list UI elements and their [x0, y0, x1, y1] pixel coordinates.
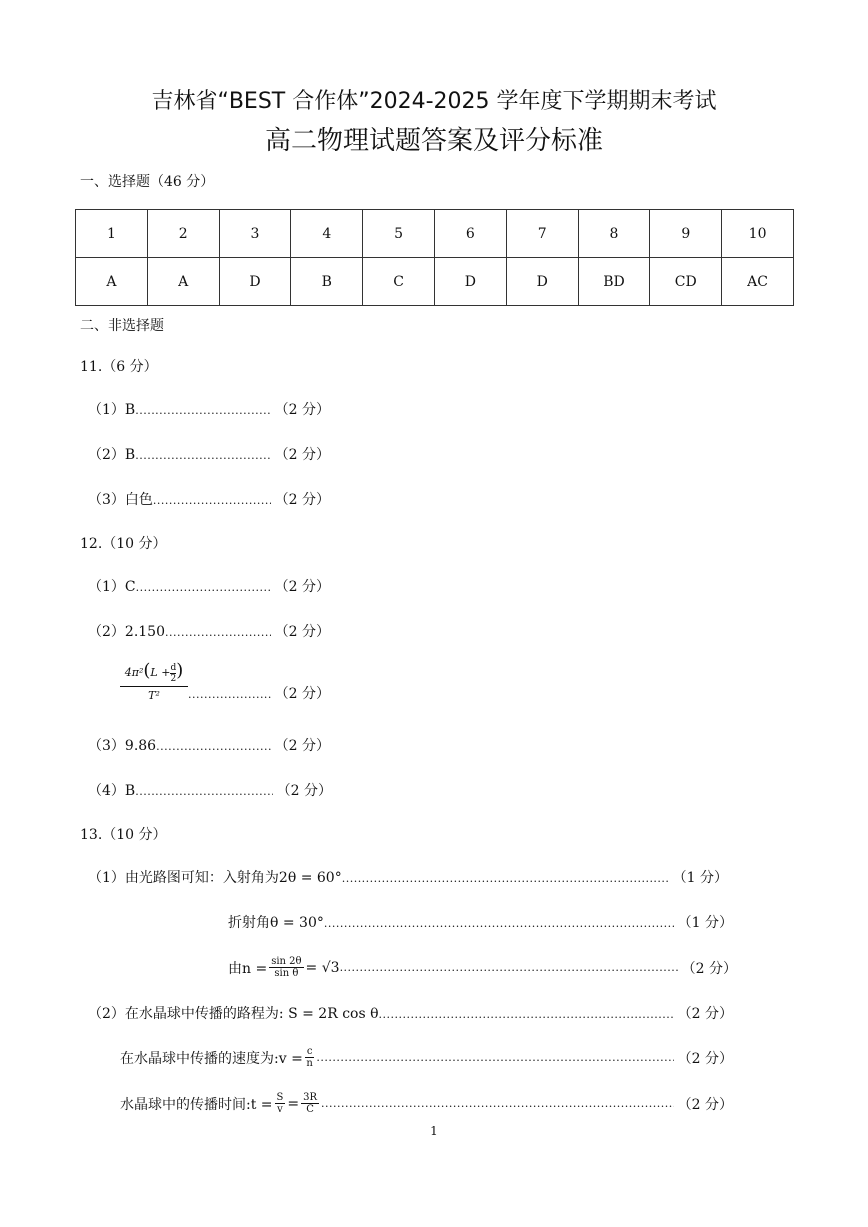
section-nonchoice-heading: 二、非选择题 — [80, 318, 164, 334]
solution-text: = — [287, 1095, 300, 1112]
dot-leader — [135, 449, 270, 462]
answer-table-answer-row — [76, 258, 794, 306]
points: （1 分） — [672, 870, 728, 886]
question-number: 9 — [650, 210, 722, 258]
q13-line-5 — [120, 1046, 733, 1069]
answer-cell: D — [434, 258, 506, 306]
points: （2 分） — [677, 1050, 733, 1067]
q11-answer-3 — [88, 489, 330, 509]
formula-two: 2 — [170, 673, 177, 684]
dot-leader — [135, 404, 270, 417]
question-number: 2 — [147, 210, 219, 258]
formula-d: d — [170, 662, 177, 673]
fraction-numerator: c — [306, 1046, 313, 1057]
points: （2 分） — [274, 686, 330, 702]
points: （2 分） — [274, 492, 330, 508]
answer-table — [75, 209, 794, 306]
dot-leader — [153, 494, 271, 507]
q13-line-1 — [88, 867, 728, 887]
solution-text: 水晶球中的传播时间:t = — [120, 1096, 273, 1113]
dot-leader — [135, 785, 272, 798]
dot-leader — [188, 688, 271, 701]
q13-line-4 — [88, 1003, 733, 1023]
points: （2 分） — [274, 447, 330, 463]
answer-cell: D — [506, 258, 578, 306]
answer-table-number-row — [76, 210, 794, 258]
fraction — [275, 1092, 286, 1115]
formula-denominator: T² — [148, 688, 160, 702]
fraction-denominator: n — [306, 1058, 313, 1069]
answer-text: （3）9.86 — [88, 738, 157, 754]
q12-answer-3 — [88, 735, 330, 755]
fraction-denominator: C — [306, 1104, 314, 1115]
question-number: 5 — [363, 210, 435, 258]
points: （2 分） — [681, 960, 737, 977]
answer-text: （4）B — [88, 783, 136, 799]
solution-text: （2）在水晶球中传播的路程为: S = 2R cos θ — [88, 1006, 379, 1022]
solution-text: 在水晶球中传播的速度为:v = — [120, 1050, 303, 1067]
dot-leader — [340, 961, 678, 974]
question-number: 4 — [291, 210, 363, 258]
points: （2 分） — [274, 738, 330, 754]
points: （2 分） — [274, 624, 330, 640]
dot-leader — [379, 1008, 674, 1021]
formula-4pi2: 4π² — [124, 666, 144, 679]
fraction — [301, 1092, 319, 1115]
answer-cell: B — [291, 258, 363, 306]
points: （2 分） — [677, 1006, 733, 1022]
q12-heading: 12.（10 分） — [80, 536, 167, 552]
q13-heading: 13.（10 分） — [80, 827, 167, 843]
answer-text: （1）B — [88, 402, 136, 418]
page-number: 1 — [430, 1124, 438, 1138]
solution-text: 由n = — [228, 960, 268, 977]
dot-leader — [136, 581, 271, 594]
answer-cell: C — [363, 258, 435, 306]
formula-fraction — [120, 660, 188, 702]
fraction-denominator: v — [277, 1104, 283, 1115]
points: （2 分） — [276, 783, 332, 799]
exam-title: 吉林省“BEST 合作体”2024-2025 学年度下学期期末考试 — [151, 89, 717, 114]
q11-heading: 11.（6 分） — [80, 359, 158, 375]
solution-text: 折射角θ = 30° — [228, 915, 324, 931]
dot-leader — [316, 1051, 673, 1064]
q12-formula-line — [120, 660, 330, 712]
fraction — [305, 1046, 315, 1069]
fraction-numerator: sin 2θ — [271, 956, 302, 967]
answer-cell: A — [76, 258, 148, 306]
section-choice-heading: 一、选择题（46 分） — [80, 174, 215, 190]
q13-line-6 — [120, 1092, 733, 1115]
fraction — [269, 956, 303, 979]
fraction-numerator: 3R — [303, 1092, 318, 1103]
answer-cell: BD — [578, 258, 650, 306]
exam-subtitle: 高二物理试题答案及评分标准 — [264, 126, 603, 156]
points: （2 分） — [274, 579, 330, 595]
formula-l-plus: L + — [150, 666, 171, 679]
q13-line-3 — [228, 956, 737, 979]
answer-cell: CD — [650, 258, 722, 306]
dot-leader — [342, 872, 669, 885]
q12-answer-1 — [88, 576, 330, 596]
dot-leader — [321, 1097, 674, 1110]
question-number: 8 — [578, 210, 650, 258]
points: （1 分） — [677, 915, 733, 931]
answer-text: （2）2.150 — [88, 624, 165, 640]
fraction-denominator: sin θ — [274, 968, 299, 979]
question-number: 6 — [434, 210, 506, 258]
question-number: 1 — [76, 210, 148, 258]
dot-leader — [324, 917, 674, 930]
q12-answer-2 — [88, 621, 330, 641]
q11-answer-2 — [88, 444, 330, 464]
formula-numerator: 4π²(L + $\frac{d}{2}$ ) — [120, 660, 188, 687]
answer-cell: AC — [722, 258, 794, 306]
formula-leader-row — [188, 683, 330, 703]
q12-answer-4 — [88, 780, 332, 800]
fraction-numerator: S — [276, 1092, 284, 1103]
answer-cell: A — [147, 258, 219, 306]
question-number: 7 — [506, 210, 578, 258]
answer-text: （2）B — [88, 447, 136, 463]
answer-text: （1）C — [88, 579, 136, 595]
q11-answer-1 — [88, 399, 330, 419]
answer-cell: D — [219, 258, 291, 306]
question-number: 10 — [722, 210, 794, 258]
answer-text: （3）白色 — [88, 492, 153, 508]
dot-leader — [156, 740, 271, 753]
q13-line-2 — [228, 912, 733, 932]
solution-text: = √3 — [305, 959, 340, 976]
points: （2 分） — [677, 1096, 733, 1113]
question-number: 3 — [219, 210, 291, 258]
solution-text: （1）由光路图可知：入射角为2θ = 60° — [88, 870, 342, 886]
dot-leader — [165, 626, 271, 639]
points: （2 分） — [274, 402, 330, 418]
